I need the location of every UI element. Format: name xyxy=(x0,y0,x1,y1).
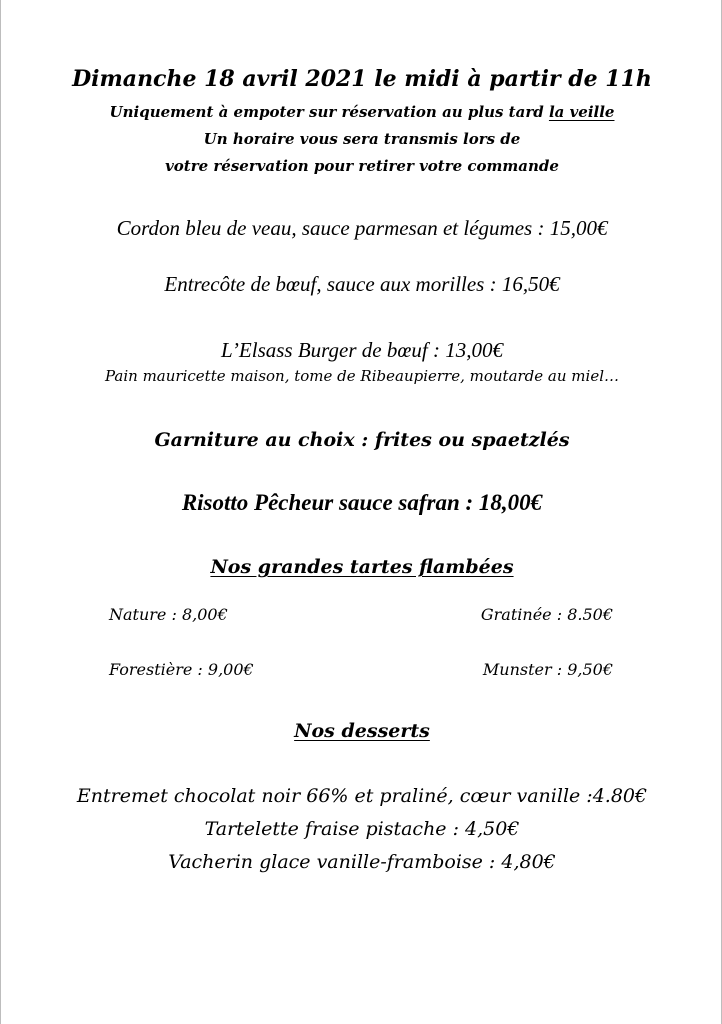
dessert-tartelette: Tartelette fraise pistache : 4,50€ xyxy=(204,818,520,840)
tarte-nature: Nature : 8,00€ xyxy=(109,605,228,624)
tarte-gratinee: Gratinée : 8.50€ xyxy=(480,605,613,624)
header-takeaway-notice xyxy=(1,103,722,121)
dish-risotto: Risotto Pêcheur sauce safran : 18,00€ xyxy=(181,490,543,515)
header-pickup-notice: votre réservation pour retirer votre commande xyxy=(165,157,559,175)
tartes-section-title: Nos grandes tartes flambées xyxy=(210,556,514,578)
takeaway-deadline: la veille xyxy=(548,103,615,121)
dish-entrecote: Entrecôte de bœuf, sauce aux morilles : 16,50€ xyxy=(164,272,560,296)
garniture-choice: Garniture au choix : frites ou spaetzlés xyxy=(154,429,570,451)
dish-burger-description: Pain mauricette maison, tome de Ribeaupierre, moutarde au miel… xyxy=(105,367,619,385)
dessert-entremet: Entremet chocolat noir 66% et praliné, cœur vanille :4.80€ xyxy=(76,785,648,807)
dish-burger: L’Elsass Burger de bœuf : 13,00€ xyxy=(221,338,503,362)
dessert-vacherin: Vacherin glace vanille-framboise : 4,80€ xyxy=(168,851,556,873)
desserts-section-title: Nos desserts xyxy=(294,720,430,742)
tarte-forestiere: Forestière : 9,00€ xyxy=(109,660,254,679)
header-date: Dimanche 18 avril 2021 le midi à partir de 11h xyxy=(72,66,652,92)
dish-cordon-bleu: Cordon bleu de veau, sauce parmesan et légumes : 15,00€ xyxy=(116,216,608,240)
tarte-munster: Munster : 9,50€ xyxy=(482,660,613,679)
header-schedule-notice: Un horaire vous sera transmis lors de xyxy=(203,130,521,148)
takeaway-notice-text: Uniquement à empoter sur réservation au plus tard xyxy=(109,103,549,121)
